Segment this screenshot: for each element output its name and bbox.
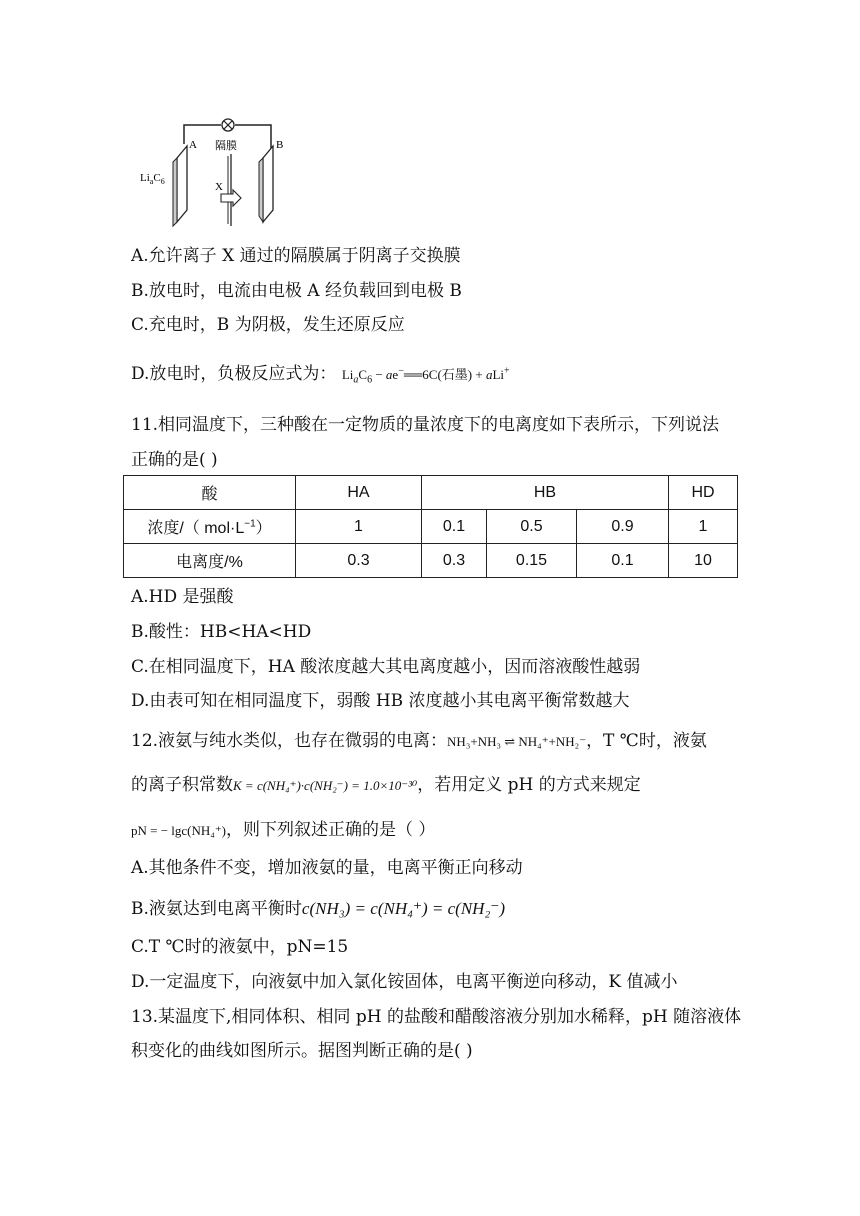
label-x: X [215, 181, 223, 193]
table-row [124, 544, 738, 578]
electrode-formula: $Li_aC_6$ [140, 172, 165, 186]
table-cell: 0.1 [422, 510, 487, 544]
lamp-icon [222, 119, 234, 131]
table-cell: 0.5 [487, 510, 577, 544]
q12-option-c: C.T ℃时的液氨中，pN=15 [131, 937, 349, 957]
table-cell: 0.3 [422, 544, 487, 578]
table-cell: 0.15 [487, 544, 577, 578]
q11-option-b: B.酸性：HB<HA<HD [131, 622, 312, 642]
membrane [228, 154, 231, 226]
q11-option-a: A.HD 是强酸 [131, 587, 234, 607]
table-cell: 0.1 [577, 544, 669, 578]
q10-option-a: A.允许离子 X 通过的隔膜属于阴离子交换膜 [131, 246, 461, 266]
header-hd: HD [669, 476, 738, 510]
q10-option-d: D.放电时，负极反应式为： $Li_aC_6$ − ae−══6C(石墨) + aLi+ [131, 364, 510, 386]
q10-option-b: B.放电时，电流由电极 A 经负载回到电极 B [131, 281, 462, 301]
ion-product-equation: K = c(NH₄⁺)·c(NH₂⁻) = 1.0×10⁻³⁰ [233, 778, 418, 793]
row-label-concentration: 浓度/（ $mol\cdot L^{-1}$） [124, 510, 296, 544]
q11-option-d: D.由表可知在相同温度下，弱酸 HB 浓度越小其电离平衡常数越大 [131, 691, 630, 711]
header-ha: HA [296, 476, 422, 510]
q12-option-d: D.一定温度下，向液氨中加入氯化铵固体，电离平衡逆向移动，K 值减小 [131, 972, 678, 992]
table-row [124, 510, 738, 544]
label-b: B [276, 139, 284, 151]
q11-option-c: C.在相同温度下，HA 酸浓度越大其电离度越小，因而溶液酸性越弱 [131, 657, 641, 677]
label-membrane: 隔膜 [215, 139, 237, 152]
battery-diagram [135, 118, 305, 228]
q12-stem-line1: 12.液氨与纯水类似，也存在微弱的电离：NH₃+NH₃ ⇌ NH₄⁺+NH₂⁻，T ℃时，液氨 [131, 731, 707, 751]
header-acid: 酸 [124, 476, 296, 510]
table-cell: 0.3 [296, 544, 422, 578]
table-cell: 1 [296, 510, 422, 544]
table-cell: 1 [669, 510, 738, 544]
equilibrium-equation: c(NH₃) = c(NH₄⁺) = c(NH₂⁻) [301, 899, 505, 918]
q13-stem-line2: 积变化的曲线如图所示。据图判断正确的是( ) [131, 1041, 473, 1061]
header-hb: HB [422, 476, 669, 510]
pn-definition: pN = − lgc(NH₄⁺) [131, 823, 227, 838]
q12-option-a: A.其他条件不变，增加液氨的量，电离平衡正向移动 [131, 858, 523, 878]
table-cell: 10 [669, 544, 738, 578]
table-header-row [124, 476, 738, 510]
electrode-a [173, 146, 187, 226]
q13-stem-line1: 13.某温度下,相同体积、相同 pH 的盐酸和醋酸溶液分别加水稀释，pH 随溶液体 [131, 1007, 742, 1027]
label-a: A [189, 139, 197, 151]
discharge-equation: $Li_aC_6$ − ae−══6C(石墨) + aLi+ [341, 365, 510, 386]
ionization-table [123, 475, 738, 578]
q12-option-b: B.液氨达到电离平衡时c(NH₃) = c(NH₄⁺) = c(NH₂⁻) [131, 899, 505, 919]
q12-stem-line2: 的离子积常数K = c(NH₄⁺)·c(NH₂⁻) = 1.0×10⁻³⁰，若用定义 pH 的方式来规定 [131, 775, 641, 795]
q12-stem-line3: pN = − lgc(NH₄⁺)，则下列叙述正确的是（ ） [131, 820, 436, 840]
row-label-ionization: 电离度/% [124, 544, 296, 578]
q11-stem-line1: 11.相同温度下，三种酸在一定物质的量浓度下的电离度如下表所示，下列说法 [131, 415, 720, 435]
electrode-b [259, 146, 273, 222]
table-cell: 0.9 [577, 510, 669, 544]
q10-option-c: C.充电时，B 为阴极，发生还原反应 [131, 315, 405, 335]
q11-stem-line2: 正确的是( ) [131, 450, 218, 470]
ionization-equation: NH₃+NH₃ ⇌ NH₄⁺+NH₂⁻ [447, 734, 587, 749]
